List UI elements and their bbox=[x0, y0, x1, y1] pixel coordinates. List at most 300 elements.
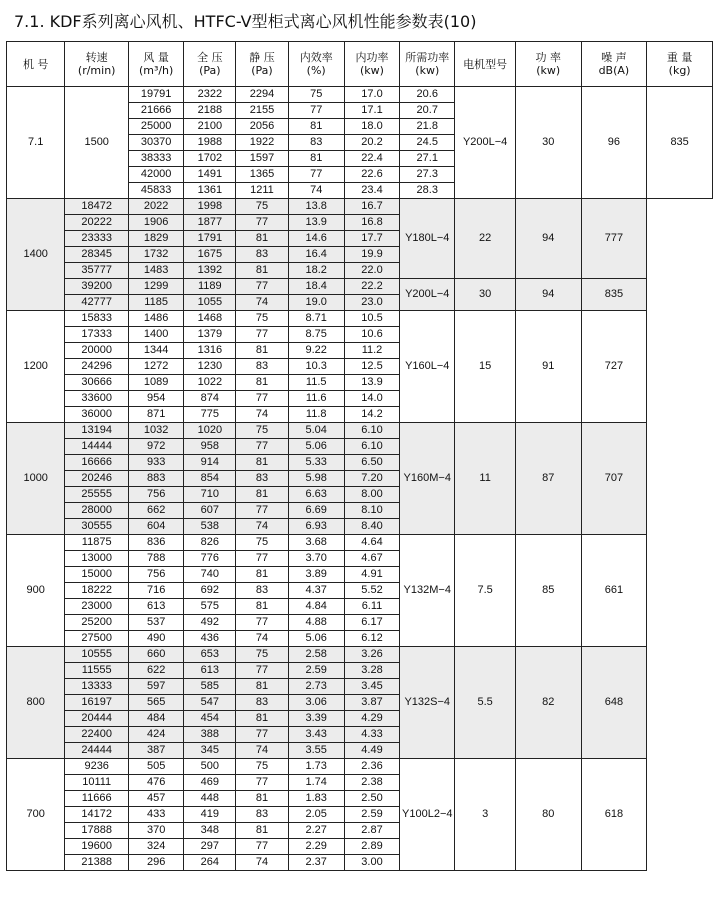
table-cell: 83 bbox=[236, 471, 288, 487]
table-cell: 1486 bbox=[129, 311, 184, 327]
table-cell: 16.7 bbox=[344, 199, 399, 215]
motor-power-cell: 3 bbox=[455, 759, 515, 871]
table-cell: 23333 bbox=[65, 231, 129, 247]
table-cell: 19600 bbox=[65, 839, 129, 855]
table-cell: 25555 bbox=[65, 487, 129, 503]
table-cell: 23.0 bbox=[344, 295, 399, 311]
table-cell: 448 bbox=[184, 791, 236, 807]
table-cell: 39200 bbox=[65, 279, 129, 295]
motor-model-cell: Y200L−4 bbox=[455, 87, 515, 199]
table-cell: 324 bbox=[129, 839, 184, 855]
column-header-unit: (Pa) bbox=[251, 64, 273, 77]
table-cell: 2.38 bbox=[344, 775, 399, 791]
table-cell: 370 bbox=[129, 823, 184, 839]
table-cell: 27.3 bbox=[400, 167, 455, 183]
table-cell: 585 bbox=[184, 679, 236, 695]
table-cell: 25200 bbox=[65, 615, 129, 631]
table-cell: 1829 bbox=[129, 231, 184, 247]
column-header bbox=[515, 42, 581, 87]
table-cell: 25000 bbox=[129, 119, 184, 135]
table-cell: 75 bbox=[236, 199, 288, 215]
noise-cell: 80 bbox=[515, 759, 581, 871]
table-cell: 81 bbox=[236, 791, 288, 807]
table-cell: 2.05 bbox=[288, 807, 344, 823]
column-header-unit: (m³/h) bbox=[138, 64, 174, 77]
table-cell: 1361 bbox=[184, 183, 236, 199]
table-cell: 1022 bbox=[184, 375, 236, 391]
table-cell: 75 bbox=[236, 759, 288, 775]
table-cell: 1.74 bbox=[288, 775, 344, 791]
table-cell: 13.9 bbox=[344, 375, 399, 391]
table-cell: 30666 bbox=[65, 375, 129, 391]
weight-cell: 835 bbox=[647, 87, 713, 199]
motor-model-cell: Y132M−4 bbox=[400, 535, 455, 647]
table-cell: 28.3 bbox=[400, 183, 455, 199]
table-cell: 17.1 bbox=[344, 103, 399, 119]
table-cell: 3.28 bbox=[344, 663, 399, 679]
speed-cell: 1400 bbox=[7, 199, 65, 311]
table-cell: 1988 bbox=[184, 135, 236, 151]
table-cell: 296 bbox=[129, 855, 184, 871]
table-cell: 11.2 bbox=[344, 343, 399, 359]
table-cell: 6.17 bbox=[344, 615, 399, 631]
table-cell: 81 bbox=[236, 263, 288, 279]
table-cell: 6.69 bbox=[288, 503, 344, 519]
table-cell: 775 bbox=[184, 407, 236, 423]
table-cell: 4.67 bbox=[344, 551, 399, 567]
table-cell: 13194 bbox=[65, 423, 129, 439]
table-cell: 3.55 bbox=[288, 743, 344, 759]
table-cell: 18.4 bbox=[288, 279, 344, 295]
table-cell: 914 bbox=[184, 455, 236, 471]
table-cell: 8.00 bbox=[344, 487, 399, 503]
table-cell: 490 bbox=[129, 631, 184, 647]
table-cell: 81 bbox=[236, 231, 288, 247]
table-cell: 83 bbox=[236, 807, 288, 823]
table-cell: 77 bbox=[236, 551, 288, 567]
column-header bbox=[236, 42, 288, 87]
table-cell: 2.73 bbox=[288, 679, 344, 695]
table-cell: 4.49 bbox=[344, 743, 399, 759]
table-cell: 433 bbox=[129, 807, 184, 823]
table-cell: 2322 bbox=[184, 87, 236, 103]
column-header-unit: (Pa) bbox=[199, 64, 221, 77]
column-header-label: 转速 bbox=[85, 51, 108, 64]
table-cell: 20.2 bbox=[344, 135, 399, 151]
table-cell: 4.91 bbox=[344, 567, 399, 583]
table-cell: 75 bbox=[236, 311, 288, 327]
table-cell: 6.12 bbox=[344, 631, 399, 647]
table-cell: 20246 bbox=[65, 471, 129, 487]
speed-cell: 800 bbox=[7, 647, 65, 759]
table-cell: 77 bbox=[236, 839, 288, 855]
table-cell: 2.58 bbox=[288, 647, 344, 663]
table-cell: 6.63 bbox=[288, 487, 344, 503]
table-cell: 10111 bbox=[65, 775, 129, 791]
table-cell: 933 bbox=[129, 455, 184, 471]
table-cell: 6.10 bbox=[344, 423, 399, 439]
table-cell: 776 bbox=[184, 551, 236, 567]
table-cell: 607 bbox=[184, 503, 236, 519]
table-cell: 1089 bbox=[129, 375, 184, 391]
table-cell: 419 bbox=[184, 807, 236, 823]
table-cell: 83 bbox=[236, 695, 288, 711]
table-cell: 10555 bbox=[65, 647, 129, 663]
table-cell: 74 bbox=[236, 743, 288, 759]
table-cell: 74 bbox=[288, 183, 344, 199]
table-cell: 826 bbox=[184, 535, 236, 551]
table-cell: 958 bbox=[184, 439, 236, 455]
table-cell: 6.10 bbox=[344, 439, 399, 455]
table-row bbox=[7, 759, 713, 775]
column-header bbox=[288, 42, 344, 87]
column-header-label: 机 号 bbox=[22, 57, 49, 71]
table-cell: 1185 bbox=[129, 295, 184, 311]
table-row bbox=[7, 647, 713, 663]
motor-power-cell: 11 bbox=[455, 423, 515, 535]
table-cell: 11.6 bbox=[288, 391, 344, 407]
table-cell: 18472 bbox=[65, 199, 129, 215]
table-cell: 874 bbox=[184, 391, 236, 407]
table-cell: 21666 bbox=[129, 103, 184, 119]
weight-cell: 618 bbox=[581, 759, 647, 871]
column-header-label: 所需功率 bbox=[405, 51, 450, 64]
table-cell: 21388 bbox=[65, 855, 129, 871]
table-cell: 36000 bbox=[65, 407, 129, 423]
table-cell: 8.10 bbox=[344, 503, 399, 519]
weight-cell: 707 bbox=[581, 423, 647, 535]
weight-cell: 777 bbox=[581, 199, 647, 279]
column-header-label: 噪 声 bbox=[601, 51, 627, 64]
table-cell: 1400 bbox=[129, 327, 184, 343]
table-cell: 77 bbox=[236, 391, 288, 407]
noise-cell: 94 bbox=[515, 279, 581, 311]
motor-model-cell: Y100L2−4 bbox=[400, 759, 455, 871]
table-row bbox=[7, 535, 713, 551]
table-cell: 2.37 bbox=[288, 855, 344, 871]
weight-cell: 661 bbox=[581, 535, 647, 647]
table-cell: 3.45 bbox=[344, 679, 399, 695]
table-cell: 10.3 bbox=[288, 359, 344, 375]
table-cell: 476 bbox=[129, 775, 184, 791]
table-cell: 1491 bbox=[184, 167, 236, 183]
table-cell: 1791 bbox=[184, 231, 236, 247]
table-cell: 500 bbox=[184, 759, 236, 775]
table-cell: 2.89 bbox=[344, 839, 399, 855]
table-cell: 27500 bbox=[65, 631, 129, 647]
table-cell: 13.9 bbox=[288, 215, 344, 231]
table-cell: 5.98 bbox=[288, 471, 344, 487]
table-cell: 13000 bbox=[65, 551, 129, 567]
table-cell: 1316 bbox=[184, 343, 236, 359]
noise-cell: 94 bbox=[515, 199, 581, 279]
table-cell: 4.84 bbox=[288, 599, 344, 615]
table-cell: 2022 bbox=[129, 199, 184, 215]
table-cell: 42777 bbox=[65, 295, 129, 311]
table-cell: 75 bbox=[288, 87, 344, 103]
table-cell: 17.7 bbox=[344, 231, 399, 247]
table-cell: 19.0 bbox=[288, 295, 344, 311]
table-cell: 83 bbox=[236, 247, 288, 263]
table-cell: 75 bbox=[236, 535, 288, 551]
table-cell: 1365 bbox=[236, 167, 288, 183]
weight-cell: 727 bbox=[581, 311, 647, 423]
table-cell: 30370 bbox=[129, 135, 184, 151]
column-header-unit: (%) bbox=[306, 64, 326, 77]
table-cell: 2.50 bbox=[344, 791, 399, 807]
motor-model-cell: Y200L−4 bbox=[400, 279, 455, 311]
speed-group bbox=[7, 647, 713, 759]
column-header-unit: (kg) bbox=[668, 64, 691, 77]
table-cell: 653 bbox=[184, 647, 236, 663]
table-cell: 3.70 bbox=[288, 551, 344, 567]
column-header-label: 电机型号 bbox=[463, 57, 508, 71]
table-cell: 11875 bbox=[65, 535, 129, 551]
table-cell: 14.6 bbox=[288, 231, 344, 247]
table-cell: 388 bbox=[184, 727, 236, 743]
table-cell: 77 bbox=[236, 327, 288, 343]
table-cell: 74 bbox=[236, 519, 288, 535]
noise-cell: 82 bbox=[515, 647, 581, 759]
table-cell: 15833 bbox=[65, 311, 129, 327]
table-cell: 1922 bbox=[236, 135, 288, 151]
table-cell: 2.29 bbox=[288, 839, 344, 855]
table-cell: 28000 bbox=[65, 503, 129, 519]
table-cell: 454 bbox=[184, 711, 236, 727]
column-header bbox=[455, 42, 515, 87]
table-cell: 788 bbox=[129, 551, 184, 567]
speed-cell: 1200 bbox=[7, 311, 65, 423]
motor-model-cell: Y180L−4 bbox=[400, 199, 455, 279]
table-cell: 436 bbox=[184, 631, 236, 647]
table-cell: 5.04 bbox=[288, 423, 344, 439]
motor-power-cell: 22 bbox=[455, 199, 515, 279]
column-header bbox=[65, 42, 129, 87]
table-cell: 21.8 bbox=[400, 119, 455, 135]
column-header-label: 风 量 bbox=[143, 51, 169, 64]
table-cell: 19791 bbox=[129, 87, 184, 103]
table-cell: 1211 bbox=[236, 183, 288, 199]
motor-power-cell: 7.5 bbox=[455, 535, 515, 647]
speed-group bbox=[7, 199, 713, 311]
table-cell: 24.5 bbox=[400, 135, 455, 151]
table-cell: 1020 bbox=[184, 423, 236, 439]
table-cell: 81 bbox=[288, 119, 344, 135]
table-cell: 9236 bbox=[65, 759, 129, 775]
table-cell: 27.1 bbox=[400, 151, 455, 167]
table-cell: 1230 bbox=[184, 359, 236, 375]
column-header-unit: (kw) bbox=[360, 64, 384, 77]
model-number-cell: 7.1 bbox=[7, 87, 65, 199]
table-cell: 756 bbox=[129, 567, 184, 583]
table-cell: 20.7 bbox=[400, 103, 455, 119]
table-cell: 3.00 bbox=[344, 855, 399, 871]
column-header bbox=[647, 42, 713, 87]
table-cell: 22400 bbox=[65, 727, 129, 743]
table-cell: 77 bbox=[236, 439, 288, 455]
table-cell: 17888 bbox=[65, 823, 129, 839]
table-cell: 81 bbox=[236, 375, 288, 391]
table-cell: 5.06 bbox=[288, 439, 344, 455]
table-cell: 16.8 bbox=[344, 215, 399, 231]
table-cell: 77 bbox=[236, 775, 288, 791]
table-cell: 3.26 bbox=[344, 647, 399, 663]
table-cell: 345 bbox=[184, 743, 236, 759]
table-cell: 22.4 bbox=[344, 151, 399, 167]
table-cell: 81 bbox=[288, 151, 344, 167]
table-cell: 14.2 bbox=[344, 407, 399, 423]
table-cell: 1.83 bbox=[288, 791, 344, 807]
table-cell: 16.4 bbox=[288, 247, 344, 263]
table-cell: 5.06 bbox=[288, 631, 344, 647]
table-cell: 8.75 bbox=[288, 327, 344, 343]
table-cell: 19.9 bbox=[344, 247, 399, 263]
table-cell: 1468 bbox=[184, 311, 236, 327]
table-cell: 22.0 bbox=[344, 263, 399, 279]
motor-power-cell: 15 bbox=[455, 311, 515, 423]
table-cell: 1055 bbox=[184, 295, 236, 311]
table-cell: 2.59 bbox=[344, 807, 399, 823]
table-cell: 4.33 bbox=[344, 727, 399, 743]
table-cell: 17.0 bbox=[344, 87, 399, 103]
table-row bbox=[7, 423, 713, 439]
table-cell: 3.87 bbox=[344, 695, 399, 711]
speed-cell: 1000 bbox=[7, 423, 65, 535]
table-cell: 18.2 bbox=[288, 263, 344, 279]
table-cell: 613 bbox=[129, 599, 184, 615]
table-cell: 11.8 bbox=[288, 407, 344, 423]
table-cell: 2.27 bbox=[288, 823, 344, 839]
table-cell: 1392 bbox=[184, 263, 236, 279]
table-cell: 6.11 bbox=[344, 599, 399, 615]
table-cell: 81 bbox=[236, 567, 288, 583]
table-cell: 2155 bbox=[236, 103, 288, 119]
page-title: 7.1. KDF系列离心风机、HTFC-V型柜式离心风机性能参数表(10) bbox=[14, 12, 477, 31]
table-cell: 20222 bbox=[65, 215, 129, 231]
table-cell: 2.36 bbox=[344, 759, 399, 775]
table-cell: 81 bbox=[236, 455, 288, 471]
table-cell: 1189 bbox=[184, 279, 236, 295]
table-cell: 81 bbox=[236, 343, 288, 359]
table-row bbox=[7, 87, 713, 103]
speed-group bbox=[7, 311, 713, 423]
table-cell: 16666 bbox=[65, 455, 129, 471]
column-header bbox=[129, 42, 184, 87]
table-cell: 2.59 bbox=[288, 663, 344, 679]
table-cell: 575 bbox=[184, 599, 236, 615]
table-cell: 1675 bbox=[184, 247, 236, 263]
table-cell: 45833 bbox=[129, 183, 184, 199]
table-cell: 77 bbox=[236, 615, 288, 631]
table-cell: 622 bbox=[129, 663, 184, 679]
table-cell: 20.6 bbox=[400, 87, 455, 103]
table-cell: 1483 bbox=[129, 263, 184, 279]
table-cell: 14172 bbox=[65, 807, 129, 823]
table-cell: 972 bbox=[129, 439, 184, 455]
table-cell: 11666 bbox=[65, 791, 129, 807]
table-cell: 4.29 bbox=[344, 711, 399, 727]
table-cell: 883 bbox=[129, 471, 184, 487]
table-cell: 565 bbox=[129, 695, 184, 711]
table-cell: 264 bbox=[184, 855, 236, 871]
table-cell: 2056 bbox=[236, 119, 288, 135]
noise-cell: 85 bbox=[515, 535, 581, 647]
table-cell: 424 bbox=[129, 727, 184, 743]
table-cell: 469 bbox=[184, 775, 236, 791]
table-cell: 6.93 bbox=[288, 519, 344, 535]
table-cell: 1299 bbox=[129, 279, 184, 295]
column-header bbox=[581, 42, 647, 87]
table-row bbox=[7, 199, 713, 215]
table-cell: 597 bbox=[129, 679, 184, 695]
table-cell: 3.68 bbox=[288, 535, 344, 551]
table-cell: 756 bbox=[129, 487, 184, 503]
speed-cell: 900 bbox=[7, 535, 65, 647]
header-row bbox=[7, 42, 713, 87]
table-cell: 23000 bbox=[65, 599, 129, 615]
speed-group bbox=[7, 759, 713, 871]
column-header-unit: (kw) bbox=[536, 64, 561, 77]
table-row bbox=[7, 279, 713, 295]
table-cell: 4.64 bbox=[344, 535, 399, 551]
column-header-label: 全 压 bbox=[197, 51, 223, 64]
table-cell: 613 bbox=[184, 663, 236, 679]
column-header bbox=[184, 42, 236, 87]
table-cell: 7.20 bbox=[344, 471, 399, 487]
table-cell: 505 bbox=[129, 759, 184, 775]
table-cell: 1702 bbox=[184, 151, 236, 167]
table-cell: 662 bbox=[129, 503, 184, 519]
table-cell: 77 bbox=[288, 167, 344, 183]
table-cell: 4.37 bbox=[288, 583, 344, 599]
table-cell: 17333 bbox=[65, 327, 129, 343]
column-header-label: 重 量 bbox=[666, 51, 693, 64]
speed-cell: 1500 bbox=[65, 87, 129, 199]
table-cell: 14444 bbox=[65, 439, 129, 455]
table-cell: 1.73 bbox=[288, 759, 344, 775]
column-header bbox=[344, 42, 399, 87]
table-cell: 1344 bbox=[129, 343, 184, 359]
table-cell: 10.5 bbox=[344, 311, 399, 327]
table-cell: 6.50 bbox=[344, 455, 399, 471]
table-cell: 9.22 bbox=[288, 343, 344, 359]
table-cell: 20444 bbox=[65, 711, 129, 727]
table-cell: 75 bbox=[236, 423, 288, 439]
table-cell: 81 bbox=[236, 823, 288, 839]
speed-group bbox=[7, 535, 713, 647]
table-cell: 77 bbox=[236, 727, 288, 743]
table-cell: 1732 bbox=[129, 247, 184, 263]
table-cell: 1906 bbox=[129, 215, 184, 231]
column-header-unit: (kw) bbox=[415, 64, 440, 77]
table-cell: 854 bbox=[184, 471, 236, 487]
table-cell: 387 bbox=[129, 743, 184, 759]
motor-power-cell: 5.5 bbox=[455, 647, 515, 759]
table-cell: 3.39 bbox=[288, 711, 344, 727]
speed-group bbox=[7, 87, 713, 199]
table-cell: 15000 bbox=[65, 567, 129, 583]
table-cell: 710 bbox=[184, 487, 236, 503]
table-cell: 2.87 bbox=[344, 823, 399, 839]
table-cell: 836 bbox=[129, 535, 184, 551]
column-header-label: 内效率 bbox=[299, 51, 333, 64]
performance-table bbox=[6, 41, 713, 871]
weight-cell: 835 bbox=[581, 279, 647, 311]
speed-cell: 700 bbox=[7, 759, 65, 871]
table-cell: 81 bbox=[236, 711, 288, 727]
table-cell: 74 bbox=[236, 855, 288, 871]
table-cell: 77 bbox=[236, 215, 288, 231]
